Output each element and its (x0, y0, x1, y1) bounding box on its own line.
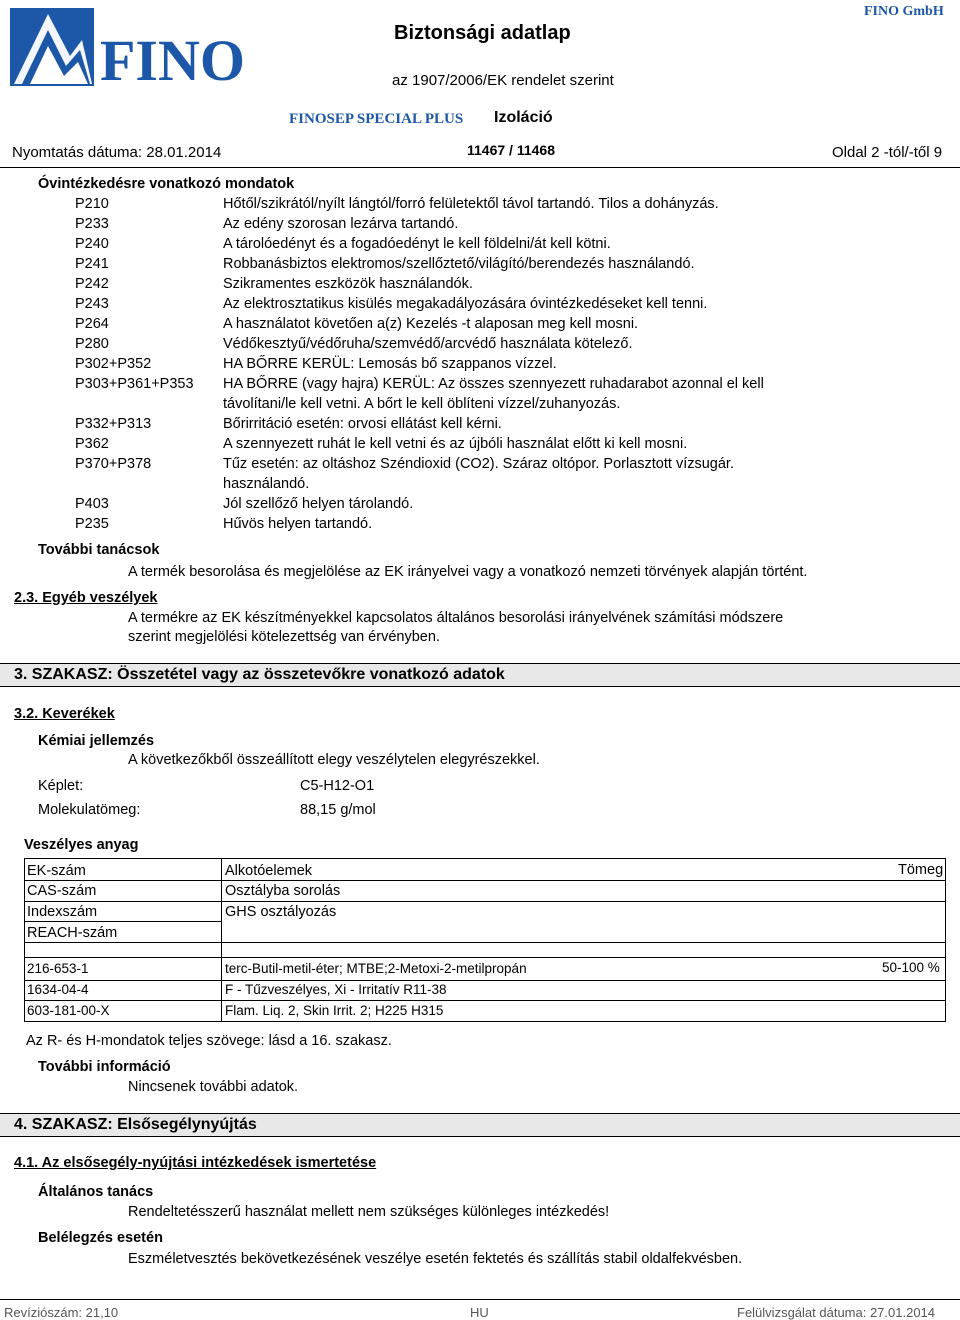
p-code: P233 (75, 216, 109, 232)
advice-text: A termék besorolása és megjelölése az EK irányelvei vagy a vonatkozó nemzeti törvények alapján történt. (128, 564, 808, 580)
formula-value: C5-H12-O1 (300, 778, 375, 794)
head-separator (24, 880, 946, 881)
section-4-title: 4. SZAKASZ: Elsősegélynyújtás (14, 1116, 257, 1133)
company-name: FINO GmbH (864, 4, 944, 19)
p-text: Hőtől/szikrától/nyílt lángtól/forró felületektől távol tartandó. Tilos a dohányzás. (223, 196, 719, 212)
p-code: P303+P361+P353 (75, 376, 194, 392)
p-text: Robbanásbiztos elektromos/szellőztető/világító/berendezés használandó. (223, 256, 695, 272)
cell-ghs: Flam. Liq. 2, Skin Irrit. 2; H225 H315 (225, 1003, 444, 1018)
head-classification: Osztályba sorolás (225, 883, 341, 899)
p-code: P280 (75, 336, 109, 352)
head-separator (24, 921, 221, 922)
p-code: P332+P313 (75, 416, 152, 432)
p-text: Tűz esetén: az oltáshoz Széndioxid (CO2). Száraz oltópor. Porlasztott vízsugár. (223, 456, 734, 472)
p-text: A szennyezett ruhát le kell vetni és az újbóli használat előtt ki kell mosni. (223, 436, 688, 452)
head-components: Alkotóelemek (225, 863, 313, 879)
inhalation-text: Eszméletvesztés bekövetkezésének veszélye esetén fektetés és szállítás stabil oldalfekvésben. (128, 1251, 743, 1267)
fino-logo (8, 6, 245, 93)
p-code: P302+P352 (75, 356, 152, 372)
print-date: Nyomtatás dátuma: 28.01.2014 (12, 144, 222, 161)
p-text: A tárolóedényt és a fogadóedényt le kell földelni/át kell kötni. (223, 236, 611, 252)
cell-mass: 50-100 % (882, 960, 940, 975)
cell-index-number: 603-181-00-X (27, 1003, 110, 1018)
head-cas: CAS-szám (27, 883, 97, 899)
head-mass: Tömeg (898, 862, 944, 878)
p-code: P403 (75, 496, 109, 512)
header-divider (0, 167, 960, 168)
cell-ek-number: 216-653-1 (27, 961, 89, 976)
p-text: Az elektrosztatikus kisülés megakadályozására óvintézkedéseket kell tenni. (223, 296, 708, 312)
first-aid-subheading: 4.1. Az elsősegély-nyújtási intézkedések ismertetése (14, 1155, 377, 1171)
p-code: P210 (75, 196, 109, 212)
p-text: Az edény szorosan lezárva tartandó. (223, 216, 459, 232)
head-ghs: GHS osztályozás (225, 904, 337, 920)
head-reach: REACH-szám (27, 925, 118, 941)
other-hazards-text-2: szerint megjelölési kötelezettség van érvényben. (128, 629, 440, 645)
p-code: P243 (75, 296, 109, 312)
table-head-rule (24, 942, 946, 943)
p-text: HA BŐRRE KERÜL: Lemosás bő szappanos vízzel. (223, 356, 557, 372)
general-advice-text: Rendeltetésszerű használat mellett nem szükséges különleges intézkedés! (128, 1204, 610, 1220)
head-separator (24, 901, 946, 902)
review-date: Felülvizsgálat dátuma: 27.01.2014 (737, 1305, 936, 1320)
p-text-continued: távolítani/le kell vetni. A bőrt le kell öblíteni vízzel/zuhanyozás. (223, 396, 621, 412)
p-text: A használatot követően a(z) Kezelés -t alaposan meg kell mosni. (223, 316, 639, 332)
more-info-heading: További információ (38, 1059, 171, 1075)
section-3-title: 3. SZAKASZ: Összetétel vagy az összetevőkre vonatkozó adatok (14, 666, 505, 683)
advice-heading: További tanácsok (38, 542, 160, 558)
p-text: Jól szellőző helyen tárolandó. (223, 496, 414, 512)
p-code: P240 (75, 236, 109, 252)
table-bottom-rule (24, 1021, 946, 1022)
p-code: P362 (75, 436, 109, 452)
p-text: Hűvös helyen tartandó. (223, 516, 373, 532)
p-text: Bőrirritáció esetén: orvosi ellátást kell kérni. (223, 416, 502, 432)
table-top-rule (24, 858, 946, 859)
p-text: Védőkesztyű/védőruha/szemvédő/arcvédő használata kötelező. (223, 336, 633, 352)
chem-text: A következőkből összeállított elegy veszélytelen elegyrészekkel. (128, 752, 540, 768)
mixture-heading: 3.2. Keverékek (14, 706, 115, 722)
table-left-edge (24, 858, 25, 1021)
cell-component-name: terc-Butil-metil-éter; MTBE;2-Metoxi-2-metilpropán (225, 961, 527, 976)
footer-divider (0, 1299, 960, 1300)
other-hazards-text: A termékre az EK készítményekkel kapcsolatos általános besorolási irányelvének számítási módszere (128, 610, 784, 626)
general-advice-heading: Általános tanács (38, 1184, 154, 1200)
p-code: P242 (75, 276, 109, 292)
product-code: 11467 / 11468 (467, 142, 555, 158)
head-index: Indexszám (27, 904, 98, 920)
page-info: Oldal 2 -tól/-től 9 (832, 144, 943, 161)
p-text: Szikramentes eszközök használandók. (223, 276, 473, 292)
mw-label: Molekulatömeg: (38, 802, 141, 818)
p-code: P235 (75, 516, 109, 532)
cell-classification: F - Tűzveszélyes, Xi - Irritatív R11-38 (225, 982, 447, 997)
chem-heading: Kémiai jellemzés (38, 733, 155, 749)
cell-cas-number: 1634-04-4 (27, 982, 89, 997)
regulation-text: az 1907/2006/EK rendelet szerint (392, 72, 614, 89)
logo-text: FINO (100, 28, 245, 93)
p-text: HA BŐRRE (vagy hajra) KERÜL: Az összes szennyezett ruhadarabot azonnal el kell (223, 376, 764, 392)
page-footer (0, 1301, 960, 1320)
product-name: FINOSEP SPECIAL PLUS (289, 111, 464, 127)
revision-number: Revíziószám: 21,10 (4, 1305, 119, 1320)
language-code: HU (470, 1305, 489, 1320)
product-suffix: Izoláció (494, 109, 553, 126)
p-code: P264 (75, 316, 109, 332)
r-h-note: Az R- és H-mondatok teljes szövege: lásd a 16. szakasz. (26, 1033, 392, 1049)
p-code: P241 (75, 256, 109, 272)
row-separator (24, 980, 946, 981)
mw-value: 88,15 g/mol (300, 802, 376, 818)
formula-label: Képlet: (38, 778, 84, 794)
more-info-text: Nincsenek további adatok. (128, 1079, 299, 1095)
p-code: P370+P378 (75, 456, 152, 472)
inhalation-heading: Belélegzés esetén (38, 1230, 163, 1246)
head-ek: EK-szám (27, 863, 86, 879)
table-row-rule (24, 957, 946, 958)
hazardous-heading: Veszélyes anyag (24, 837, 139, 853)
precautions-heading: Óvintézkedésre vonatkozó mondatok (38, 176, 295, 192)
section-3-bar (0, 663, 960, 687)
section-4-bar (0, 1113, 960, 1137)
row-separator (24, 1000, 946, 1001)
document-header (0, 0, 960, 168)
column-divider (945, 858, 946, 1021)
document-title: Biztonsági adatlap (394, 22, 571, 44)
p-text-continued: használandó. (223, 476, 310, 492)
column-divider (221, 858, 222, 1021)
other-hazards-heading: 2.3. Egyéb veszélyek (14, 590, 158, 606)
